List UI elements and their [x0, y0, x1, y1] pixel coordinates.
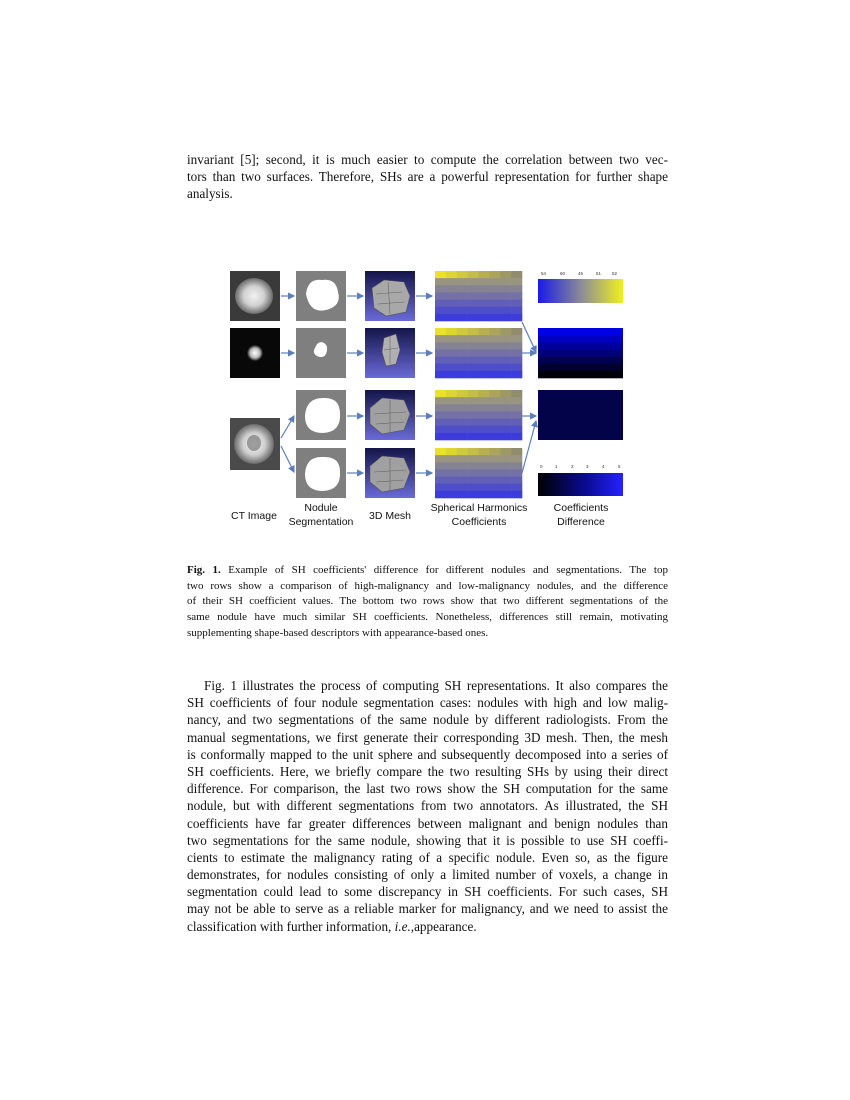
difference-band	[538, 335, 623, 342]
sh-cell	[435, 411, 446, 418]
sh-cell	[479, 448, 490, 455]
sh-cell	[479, 426, 490, 433]
ct-image-low-malignancy	[230, 328, 280, 378]
label-difference: Difference	[557, 516, 605, 528]
sh-cell	[457, 314, 468, 321]
sh-cell	[479, 307, 490, 314]
sh-cell	[435, 278, 446, 285]
sh-cell	[489, 357, 500, 364]
sh-cell	[489, 469, 500, 476]
sh-cell	[511, 462, 522, 469]
top-paragraph	[187, 151, 668, 203]
sh-cell	[435, 433, 446, 440]
label-segmentation: Segmentation	[288, 516, 354, 528]
sh-cell	[468, 357, 479, 364]
label-ct-image: CT Image	[231, 510, 277, 522]
sh-cell	[479, 300, 490, 307]
sh-cell	[457, 390, 468, 397]
sh-cell	[489, 404, 500, 411]
sh-cell	[457, 484, 468, 491]
sh-cell	[511, 300, 522, 307]
caption-line: supplementing shape-based descriptors with appearance-based ones.	[187, 626, 489, 639]
sh-cell	[435, 462, 446, 469]
text-line: tors than two surfaces. Therefore, SHs are a powerful representation for further shape	[187, 169, 668, 185]
text-line: segmentation could lead to some discrepancy in SH coefficients. For such cases, SH	[187, 884, 668, 900]
difference-band	[538, 364, 623, 371]
sh-cell	[489, 342, 500, 349]
sh-cell	[511, 364, 522, 371]
sh-cell	[511, 342, 522, 349]
sh-cell	[479, 390, 490, 397]
mesh-annotator-2	[365, 448, 415, 498]
sh-cell	[468, 390, 479, 397]
sh-cell	[511, 371, 522, 378]
sh-cell	[457, 433, 468, 440]
sh-cell	[468, 426, 479, 433]
sh-cell	[511, 328, 522, 335]
difference-band	[538, 357, 623, 364]
sh-cell	[446, 271, 457, 278]
text-line: cients to estimate the malignancy rating of a specific nodule. Even so, as the figure	[187, 849, 668, 865]
sh-cell	[446, 469, 457, 476]
sh-cell	[435, 285, 446, 292]
sh-cell	[500, 364, 511, 371]
sh-cell	[489, 419, 500, 426]
sh-cell	[468, 433, 479, 440]
mesh-annotator-1	[365, 390, 415, 440]
sh-cell	[479, 491, 490, 498]
sh-cell	[489, 292, 500, 299]
colorbar-bottom-tick: 5	[618, 464, 621, 469]
sh-cell	[457, 278, 468, 285]
segmentation-high-malignancy	[296, 271, 346, 321]
sh-cell	[511, 469, 522, 476]
sh-cell	[511, 285, 522, 292]
sh-cell	[479, 462, 490, 469]
sh-cell	[489, 462, 500, 469]
mesh-low-malignancy	[365, 328, 415, 378]
sh-cell	[489, 328, 500, 335]
sh-cell	[435, 419, 446, 426]
sh-cell	[435, 307, 446, 314]
sh-cell	[468, 455, 479, 462]
figure-1	[226, 266, 636, 534]
sh-cell	[457, 292, 468, 299]
sh-cell	[457, 397, 468, 404]
sh-cell	[511, 292, 522, 299]
sh-cell	[500, 419, 511, 426]
sh-cell	[511, 484, 522, 491]
sh-cell	[468, 371, 479, 378]
difference-image-segmentation	[538, 390, 623, 440]
sh-cell	[457, 300, 468, 307]
sh-cell	[500, 314, 511, 321]
sh-cell	[457, 285, 468, 292]
text-line: Fig. 1 illustrates the process of computing SH representations. It also compares the	[204, 678, 668, 693]
sh-cell	[457, 357, 468, 364]
sh-cell	[435, 292, 446, 299]
sh-cell	[511, 397, 522, 404]
sh-coefficients-grid-4	[435, 448, 522, 498]
sh-cell	[446, 357, 457, 364]
sh-cell	[511, 307, 522, 314]
sh-cell	[446, 349, 457, 356]
sh-cell	[489, 397, 500, 404]
sh-cell	[500, 448, 511, 455]
sh-cell	[489, 300, 500, 307]
sh-cell	[468, 285, 479, 292]
segmentation-annotator-1	[296, 390, 346, 440]
sh-cell	[468, 364, 479, 371]
sh-cell	[446, 462, 457, 469]
sh-cell	[500, 335, 511, 342]
sh-cell	[446, 484, 457, 491]
sh-cell	[500, 357, 511, 364]
sh-cell	[489, 271, 500, 278]
sh-cell	[457, 342, 468, 349]
label-nodule: Nodule	[304, 502, 338, 514]
sh-cell	[468, 469, 479, 476]
sh-cell	[457, 364, 468, 371]
sh-cell	[457, 349, 468, 356]
sh-cell	[457, 477, 468, 484]
ct-image-shared-nodule	[230, 418, 280, 470]
colorbar-bottom-tick: 2	[571, 464, 574, 469]
sh-cell	[457, 328, 468, 335]
sh-cell	[500, 349, 511, 356]
caption-line: of their SH coefficient values. The bottom two rows show that two different segmentations of the	[187, 595, 668, 608]
sh-cell	[457, 307, 468, 314]
sh-cell	[468, 335, 479, 342]
sh-cell	[500, 433, 511, 440]
sh-cell	[489, 411, 500, 418]
sh-cell	[489, 390, 500, 397]
sh-cell	[489, 477, 500, 484]
segmentation-annotator-2	[296, 448, 346, 498]
sh-cell	[446, 300, 457, 307]
sh-cell	[435, 371, 446, 378]
sh-cell	[479, 278, 490, 285]
sh-cell	[457, 335, 468, 342]
sh-cell	[468, 349, 479, 356]
sh-cell	[446, 371, 457, 378]
sh-cell	[446, 491, 457, 498]
flow-arrows	[281, 296, 536, 473]
sh-cell	[500, 477, 511, 484]
sh-cell	[479, 477, 490, 484]
sh-cell	[479, 397, 490, 404]
sh-cell	[489, 335, 500, 342]
colorbar-bottom-tick: 1	[555, 464, 558, 469]
sh-cell	[435, 448, 446, 455]
sh-coefficients-grid-1	[435, 271, 522, 321]
sh-cell	[435, 335, 446, 342]
sh-coefficients-grid-2	[435, 328, 522, 378]
sh-cell	[446, 419, 457, 426]
sh-cell	[468, 484, 479, 491]
sh-cell	[479, 411, 490, 418]
sh-cell	[479, 484, 490, 491]
sh-cell	[479, 371, 490, 378]
sh-cell	[446, 307, 457, 314]
sh-cell	[468, 307, 479, 314]
sh-cell	[435, 357, 446, 364]
sh-cell	[446, 364, 457, 371]
sh-cell	[511, 426, 522, 433]
sh-cell	[479, 271, 490, 278]
sh-cell	[500, 342, 511, 349]
sh-cell	[500, 292, 511, 299]
sh-cell	[500, 469, 511, 476]
sh-cell	[468, 397, 479, 404]
sh-cell	[468, 411, 479, 418]
sh-cell	[457, 419, 468, 426]
sh-cell	[489, 484, 500, 491]
sh-cell	[435, 342, 446, 349]
sh-cell	[479, 342, 490, 349]
sh-cell	[489, 314, 500, 321]
text-line: two segmentations for the same nodule, showing that it is possible to use SH coeffi-	[187, 832, 668, 848]
sh-cell	[500, 411, 511, 418]
sh-cell	[446, 411, 457, 418]
sh-cell	[435, 484, 446, 491]
text-line: difference. For comparison, the last two rows show the SH computation for the same	[187, 781, 668, 797]
sh-cell	[435, 328, 446, 335]
sh-cell	[446, 433, 457, 440]
sh-cell	[479, 357, 490, 364]
sh-cell	[457, 404, 468, 411]
difference-band	[538, 349, 623, 356]
sh-cell	[435, 477, 446, 484]
sh-cell	[435, 349, 446, 356]
text-line: nancy, and two segmentations of the same nodule by different radiologists. From the	[187, 712, 668, 728]
sh-cell	[435, 397, 446, 404]
sh-coefficients-grid-3	[435, 390, 522, 440]
sh-cell	[500, 371, 511, 378]
sh-cell	[489, 455, 500, 462]
text-line: analysis.	[187, 186, 233, 202]
sh-cell	[457, 462, 468, 469]
sh-cell	[468, 328, 479, 335]
sh-cell	[479, 349, 490, 356]
label-coefficients: Coefficients	[553, 502, 609, 514]
sh-cell	[468, 404, 479, 411]
caption-line: Fig. 1. Example of SH coefficients' difference for different nodules and segmentations. The top	[187, 564, 668, 576]
difference-band	[538, 371, 623, 378]
sh-cell	[511, 278, 522, 285]
text-line: SH coefficients. Here, we briefly compare the two resulting SHs by using their direct	[187, 763, 668, 779]
sh-cell	[446, 397, 457, 404]
sh-cell	[468, 278, 479, 285]
sh-cell	[479, 433, 490, 440]
difference-band	[538, 342, 623, 349]
sh-cell	[446, 285, 457, 292]
sh-cell	[446, 335, 457, 342]
sh-cell	[468, 448, 479, 455]
sh-cell	[500, 455, 511, 462]
colorbar-top-tick: 51	[596, 271, 602, 276]
sh-cell	[511, 477, 522, 484]
sh-cell	[457, 491, 468, 498]
sh-cell	[479, 419, 490, 426]
mesh-high-malignancy	[365, 271, 415, 321]
text-line: may not be able to serve as a reliable marker for malignancy, and we need to assist the	[187, 901, 668, 917]
ct-image-high-malignancy	[230, 271, 280, 321]
sh-cell	[479, 328, 490, 335]
sh-cell	[511, 271, 522, 278]
sh-cell	[511, 335, 522, 342]
sh-cell	[479, 404, 490, 411]
colorbar-top-tick: 60	[560, 271, 566, 276]
colorbar-top	[538, 271, 623, 303]
sh-cell	[500, 328, 511, 335]
sh-cell	[446, 448, 457, 455]
sh-cell	[446, 342, 457, 349]
text-line: nodule, but with different segmentations from two annotators. As illustrated, the SH	[187, 798, 668, 814]
colorbar-top-tick: 54	[541, 271, 547, 276]
sh-cell	[479, 314, 490, 321]
label-sh-coefficients: Coefficients	[451, 516, 507, 528]
sh-cell	[511, 411, 522, 418]
sh-cell	[457, 371, 468, 378]
sh-cell	[489, 307, 500, 314]
caption-label: Fig. 1.	[187, 564, 221, 576]
sh-cell	[446, 314, 457, 321]
sh-cell	[435, 455, 446, 462]
sh-cell	[468, 477, 479, 484]
sh-cell	[435, 271, 446, 278]
sh-cell	[500, 491, 511, 498]
colorbar-bottom-tick: 0	[540, 464, 543, 469]
sh-cell	[468, 342, 479, 349]
sh-cell	[435, 404, 446, 411]
body-paragraph	[187, 677, 668, 935]
text-line: invariant [5]; second, it is much easier to compute the correlation between two vec-	[187, 152, 668, 167]
sh-cell	[500, 271, 511, 278]
sh-cell	[435, 426, 446, 433]
sh-cell	[468, 292, 479, 299]
sh-cell	[489, 364, 500, 371]
difference-band	[538, 328, 623, 335]
text-line: SH coefficients of four nodule segmentation cases: nodules with high and low malig-	[187, 695, 668, 711]
sh-cell	[511, 455, 522, 462]
sh-cell	[479, 455, 490, 462]
sh-cell	[500, 426, 511, 433]
sh-cell	[435, 300, 446, 307]
sh-cell	[500, 390, 511, 397]
sh-cell	[446, 455, 457, 462]
figure-caption	[187, 563, 668, 642]
sh-cell	[479, 292, 490, 299]
sh-cell	[500, 285, 511, 292]
sh-cell	[457, 448, 468, 455]
sh-cell	[500, 278, 511, 285]
sh-cell	[479, 335, 490, 342]
sh-cell	[489, 278, 500, 285]
sh-cell	[446, 404, 457, 411]
segmentation-low-malignancy	[296, 328, 346, 378]
label-3d-mesh: 3D Mesh	[368, 510, 412, 522]
sh-cell	[489, 433, 500, 440]
sh-cell	[435, 314, 446, 321]
text-line: coefficients have far greater differences between malignant and benign nodules than	[187, 815, 668, 831]
colorbar-bottom-tick: 3	[586, 464, 589, 469]
sh-cell	[489, 285, 500, 292]
sh-cell	[479, 469, 490, 476]
sh-cell	[457, 411, 468, 418]
difference-image-malignancy	[538, 328, 623, 378]
sh-cell	[511, 404, 522, 411]
caption-line: two rows show a comparison of high-malignancy and low-malignancy nodules, and the difference	[187, 579, 668, 592]
sh-cell	[511, 390, 522, 397]
sh-cell	[511, 433, 522, 440]
sh-cell	[457, 469, 468, 476]
sh-cell	[511, 419, 522, 426]
sh-cell	[435, 469, 446, 476]
sh-cell	[468, 491, 479, 498]
sh-cell	[500, 307, 511, 314]
sh-cell	[500, 397, 511, 404]
sh-cell	[446, 477, 457, 484]
sh-cell	[500, 300, 511, 307]
sh-cell	[489, 371, 500, 378]
caption-line: same nodule have much similar SH coefficients. Nonetheless, differences still remain, motivating	[187, 611, 668, 624]
sh-cell	[500, 404, 511, 411]
text-line: manual segmentations, we first generate their corresponding 3D mesh. Then, the mesh	[187, 729, 668, 745]
sh-cell	[489, 448, 500, 455]
sh-cell	[457, 271, 468, 278]
text-line: demonstrates, for nodules consisting of only a limited number of voxels, a change in	[187, 867, 668, 883]
text-line: is conformally mapped to the unit sphere and subsequently decomposed into a series of	[187, 746, 668, 762]
sh-cell	[446, 328, 457, 335]
colorbar-top-tick: 52	[612, 271, 618, 276]
colorbar-bottom-tick: 4	[602, 464, 605, 469]
text-line: classification with further information, i.e.,appearance.	[187, 918, 477, 934]
label-spherical-harmonics: Spherical Harmonics	[430, 502, 528, 514]
sh-cell	[446, 426, 457, 433]
sh-cell	[500, 484, 511, 491]
sh-cell	[446, 278, 457, 285]
sh-cell	[435, 491, 446, 498]
sh-cell	[457, 426, 468, 433]
sh-cell	[511, 491, 522, 498]
sh-cell	[479, 285, 490, 292]
sh-cell	[468, 462, 479, 469]
sh-cell	[446, 292, 457, 299]
sh-cell	[489, 491, 500, 498]
sh-cell	[511, 448, 522, 455]
colorbar-bottom	[538, 464, 623, 496]
sh-cell	[435, 390, 446, 397]
sh-cell	[468, 300, 479, 307]
sh-cell	[489, 349, 500, 356]
sh-cell	[479, 364, 490, 371]
sh-cell	[511, 349, 522, 356]
sh-cell	[457, 455, 468, 462]
sh-cell	[489, 426, 500, 433]
sh-cell	[468, 419, 479, 426]
sh-cell	[511, 314, 522, 321]
sh-cell	[435, 364, 446, 371]
sh-cell	[468, 314, 479, 321]
sh-cell	[511, 357, 522, 364]
sh-cell	[446, 390, 457, 397]
sh-cell	[500, 462, 511, 469]
colorbar-top-tick: 45	[578, 271, 584, 276]
sh-cell	[468, 271, 479, 278]
